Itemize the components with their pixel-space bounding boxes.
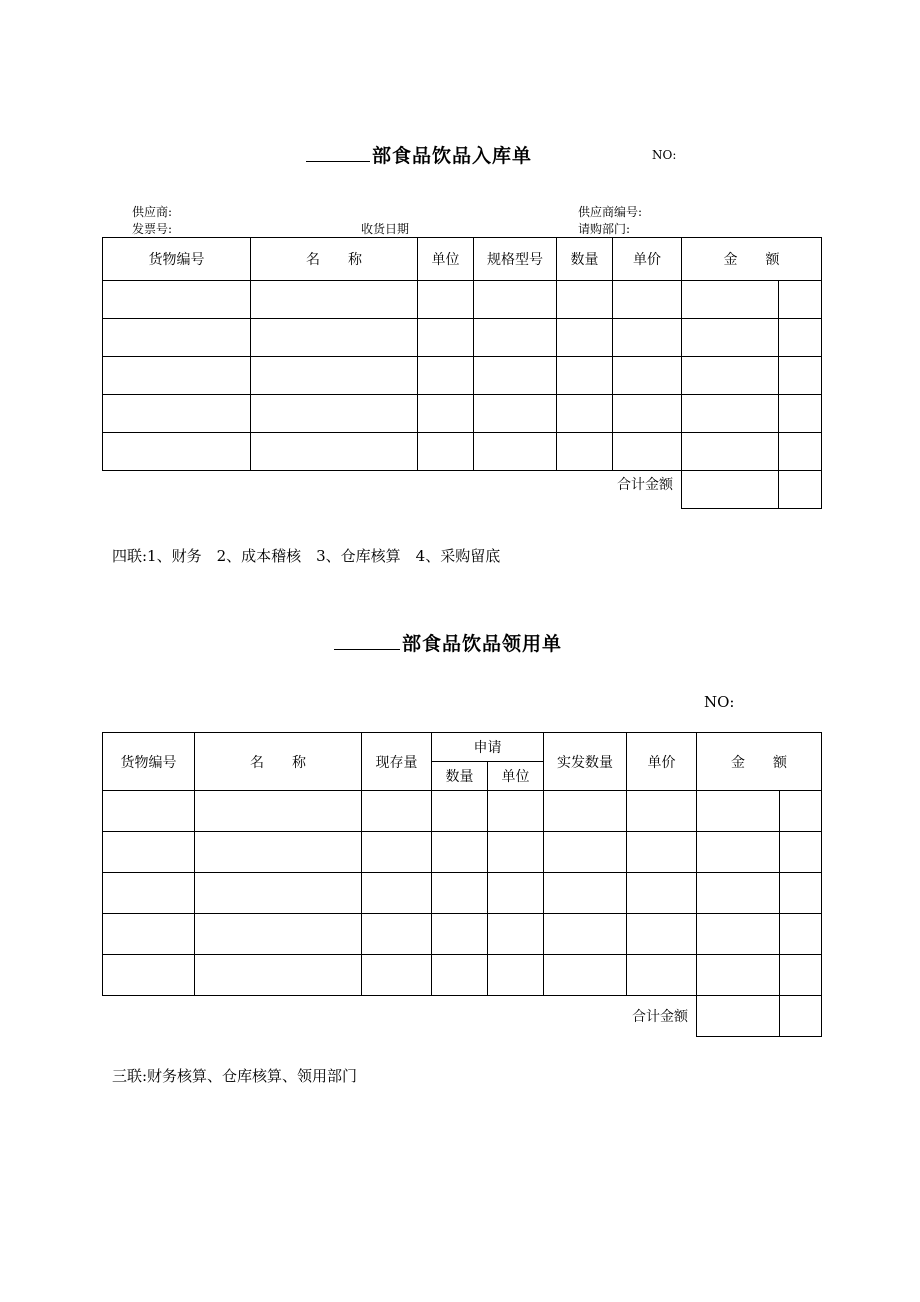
form2-cell[interactable] <box>432 832 488 873</box>
form1-title-blank[interactable] <box>306 144 370 162</box>
form1-invoice-label: 发票号: <box>132 222 173 236</box>
form2-cell[interactable] <box>780 832 822 873</box>
form1-cell[interactable] <box>613 319 682 357</box>
table-row <box>103 832 822 873</box>
form1-cell[interactable] <box>251 319 418 357</box>
form1-supplier-code-label: 供应商编号: <box>578 205 643 219</box>
form2-cell[interactable] <box>627 873 697 914</box>
form1-cell[interactable] <box>251 281 418 319</box>
form2-cell[interactable] <box>697 955 780 996</box>
form2-header-name: 名 称 <box>195 733 362 791</box>
form1-cell[interactable] <box>682 281 779 319</box>
form2-cell[interactable] <box>195 791 362 832</box>
form2-total-amount-fraction[interactable] <box>780 996 822 1037</box>
form2-header-code: 货物编号 <box>103 733 195 791</box>
form2-cell[interactable] <box>544 832 627 873</box>
form2-cell[interactable] <box>103 914 195 955</box>
form1-cell[interactable] <box>779 319 822 357</box>
form2-cell[interactable] <box>362 955 432 996</box>
form2-cell[interactable] <box>362 873 432 914</box>
form1-cell[interactable] <box>474 281 557 319</box>
form1-header-code: 货物编号 <box>103 238 251 281</box>
form2-cell[interactable] <box>488 791 544 832</box>
form1-cell[interactable] <box>474 395 557 433</box>
table-row <box>103 873 822 914</box>
form1-receive-date-label: 收货日期 <box>361 222 410 236</box>
form1-cell[interactable] <box>103 357 251 395</box>
form2-cell[interactable] <box>544 791 627 832</box>
form2-cell[interactable] <box>432 873 488 914</box>
form1-cell[interactable] <box>779 395 822 433</box>
form2-cell[interactable] <box>780 914 822 955</box>
form2-total-row <box>103 996 822 1037</box>
form2-header-req-qty: 数量 <box>432 762 488 791</box>
form1-title-text: 部食品饮品入库单 <box>372 145 533 167</box>
form1-table <box>102 237 822 509</box>
form2-cell[interactable] <box>103 832 195 873</box>
form2-cell[interactable] <box>780 955 822 996</box>
form1-total-row <box>103 471 822 509</box>
form2-header-issued-qty: 实发数量 <box>544 733 627 791</box>
form1-cell[interactable] <box>613 433 682 471</box>
form1-supplier-label: 供应商: <box>132 205 173 219</box>
form2-header-stock: 现存量 <box>362 733 432 791</box>
form1-total-amount[interactable] <box>682 471 779 509</box>
form2-cell[interactable] <box>432 955 488 996</box>
form2-header-row-1 <box>103 733 822 762</box>
form1-cell[interactable] <box>779 281 822 319</box>
form2-cell[interactable] <box>544 873 627 914</box>
form2-cell[interactable] <box>488 873 544 914</box>
table-row <box>103 955 822 996</box>
form1-cell[interactable] <box>682 357 779 395</box>
form2-header-req-unit: 单位 <box>488 762 544 791</box>
form1-cell[interactable] <box>103 433 251 471</box>
form1-cell[interactable] <box>103 319 251 357</box>
form1-cell[interactable] <box>557 395 613 433</box>
form1-cell[interactable] <box>251 395 418 433</box>
table-row <box>103 281 822 319</box>
form1-cell[interactable] <box>474 357 557 395</box>
form2-no-label: NO: <box>704 693 735 711</box>
form2-cell[interactable] <box>432 791 488 832</box>
form1-cell[interactable] <box>103 281 251 319</box>
form2-total-amount[interactable] <box>697 996 780 1037</box>
form2-cell[interactable] <box>103 791 195 832</box>
form2-title <box>334 629 562 656</box>
table-row <box>103 433 822 471</box>
form1-total-label: 合计金额 <box>617 477 673 493</box>
form1-cell[interactable] <box>474 319 557 357</box>
form2-cell[interactable] <box>488 832 544 873</box>
form2-cell[interactable] <box>195 914 362 955</box>
table-row <box>103 914 822 955</box>
form1-cell[interactable] <box>557 357 613 395</box>
form1-cell[interactable] <box>418 433 474 471</box>
form2-cell[interactable] <box>780 873 822 914</box>
form1-cell[interactable] <box>557 319 613 357</box>
form1-header-price: 单价 <box>613 238 682 281</box>
form2-cell[interactable] <box>627 914 697 955</box>
form1-header-unit: 单位 <box>418 238 474 281</box>
form2-cell[interactable] <box>195 873 362 914</box>
form1-cell[interactable] <box>418 395 474 433</box>
form2-cell[interactable] <box>697 791 780 832</box>
form2-cell[interactable] <box>432 914 488 955</box>
form1-cell[interactable] <box>418 357 474 395</box>
form2-cell[interactable] <box>697 832 780 873</box>
form2-cell[interactable] <box>103 873 195 914</box>
form1-header-qty: 数量 <box>557 238 613 281</box>
form1-cell[interactable] <box>779 357 822 395</box>
form2-cell[interactable] <box>627 955 697 996</box>
table-row <box>103 319 822 357</box>
form1-cell[interactable] <box>103 395 251 433</box>
form1-cell[interactable] <box>418 281 474 319</box>
form2-cell[interactable] <box>195 832 362 873</box>
form2-cell[interactable] <box>697 914 780 955</box>
form1-cell[interactable] <box>682 395 779 433</box>
form1-cell[interactable] <box>682 319 779 357</box>
form1-cell[interactable] <box>251 357 418 395</box>
form2-copies-note: 三联:财务核算、仓库核算、领用部门 <box>112 1067 358 1085</box>
form2-header-amount: 金 额 <box>697 733 822 791</box>
form1-header-spec: 规格型号 <box>474 238 557 281</box>
form1-copies-note: 四联:1、财务 2、成本稽核 3、仓库核算 4、采购留底 <box>112 547 501 565</box>
form1-cell[interactable] <box>613 281 682 319</box>
form1-cell[interactable] <box>474 433 557 471</box>
form1-header-row <box>103 238 822 281</box>
table-row <box>103 791 822 832</box>
form1-header-amount: 金 额 <box>682 238 822 281</box>
form2-cell[interactable] <box>362 914 432 955</box>
form2-header-request: 申请 <box>432 733 544 762</box>
form2-cell[interactable] <box>488 914 544 955</box>
form2-title-text: 部食品饮品领用单 <box>402 633 563 655</box>
form2-cell[interactable] <box>362 791 432 832</box>
form2-title-blank[interactable] <box>334 632 400 650</box>
form2-header-price: 单价 <box>627 733 697 791</box>
form1-total-amount-fraction[interactable] <box>779 471 822 509</box>
form1-cell[interactable] <box>779 433 822 471</box>
form1-no-label: NO: <box>652 148 677 162</box>
form2-table <box>102 732 822 1037</box>
form1-cell[interactable] <box>613 395 682 433</box>
form2-cell[interactable] <box>362 832 432 873</box>
form2-cell[interactable] <box>627 791 697 832</box>
form1-title <box>306 141 532 168</box>
form1-cell[interactable] <box>613 357 682 395</box>
form2-cell[interactable] <box>627 832 697 873</box>
form2-cell[interactable] <box>780 791 822 832</box>
form2-cell[interactable] <box>544 955 627 996</box>
form1-cell[interactable] <box>251 433 418 471</box>
form2-total-label: 合计金额 <box>632 1009 688 1026</box>
form1-cell[interactable] <box>557 281 613 319</box>
table-row <box>103 357 822 395</box>
form2-cell[interactable] <box>544 914 627 955</box>
form2-cell[interactable] <box>697 873 780 914</box>
form2-cell[interactable] <box>195 955 362 996</box>
form1-cell[interactable] <box>557 433 613 471</box>
form2-cell[interactable] <box>103 955 195 996</box>
form2-cell[interactable] <box>488 955 544 996</box>
form1-cell[interactable] <box>418 319 474 357</box>
form1-header-name: 名 称 <box>251 238 418 281</box>
form1-request-dept-label: 请购部门: <box>578 222 631 236</box>
form1-cell[interactable] <box>682 433 779 471</box>
table-row <box>103 395 822 433</box>
